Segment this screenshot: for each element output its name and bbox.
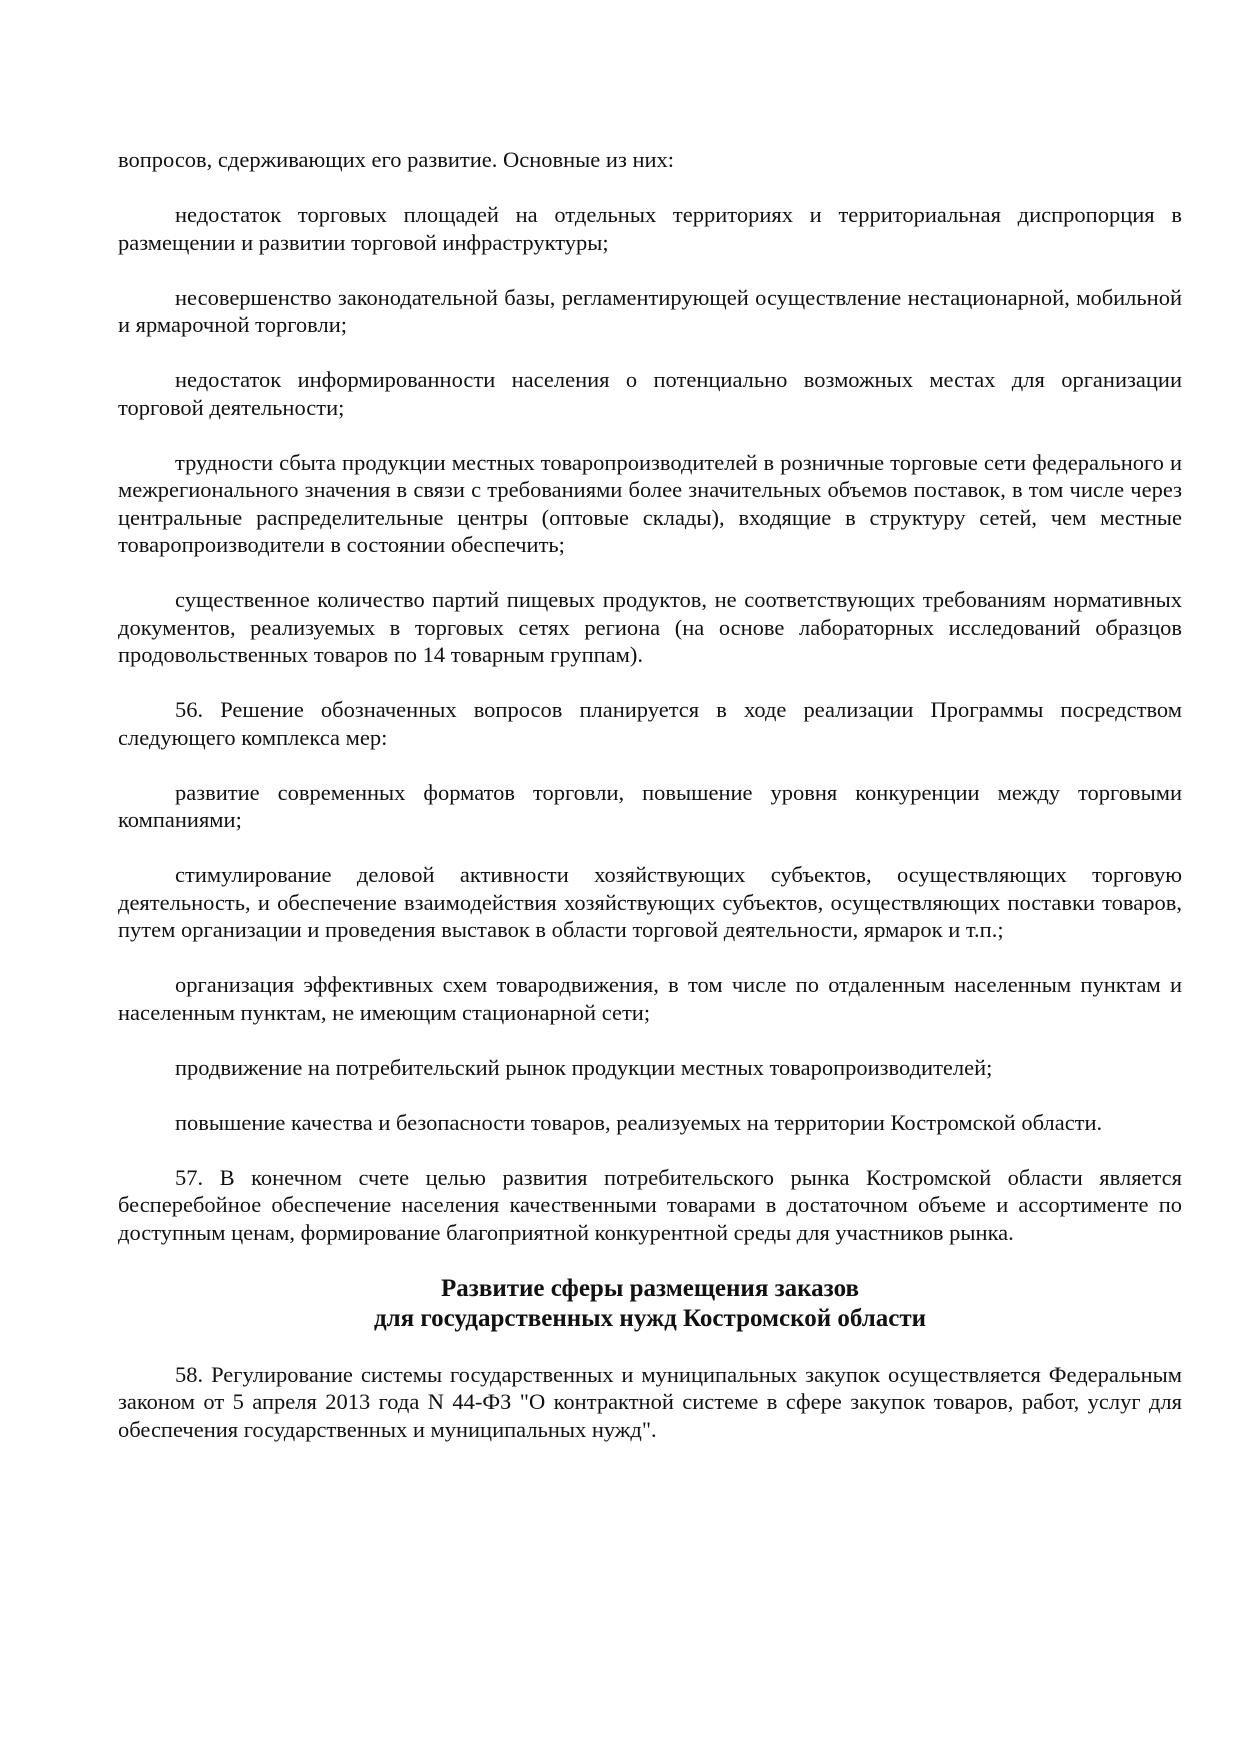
section-heading-line-1: Развитие сферы размещения заказов — [441, 1274, 859, 1302]
paragraph-issue-1: недостаток торговых площадей на отдельных территориях и территориальная диспропорция в размещении и развитии торговой инфраструктуры; — [118, 202, 1182, 255]
paragraph-issue-3: недостаток информированности населения о потенциально возможных местах для организации торговой деятельности; — [118, 367, 1182, 420]
paragraph-measure-4: продвижение на потребительский рынок продукции местных товаропроизводителей; — [175, 1054, 993, 1080]
paragraph-continuation: вопросов, сдерживающих его развитие. Основные из них: — [118, 147, 675, 172]
paragraph-58: 58. Регулирование системы государственных и муниципальных закупок осуществляется Федеральным законом от 5 апреля 2013 года N 44-ФЗ "О контрактной системе в сфере закупок товаров, работ, услуг для обеспечения государственных и муниципальных нужд". — [118, 1361, 1182, 1442]
document-page — [118, 146, 1182, 1471]
paragraph-issue-5: существенное количество партий пищевых продуктов, не соответствующих требованиям нормативных документов, реализуемых в торговых сетях региона (на основе лабораторных исследований образцов продовольственных товаров по 14 товарным группам). — [118, 587, 1182, 667]
paragraph-issue-2: несовершенство законодательной базы, регламентирующей осуществление нестационарной, мобильной и ярмарочной торговли; — [118, 284, 1182, 337]
paragraph-57: 57. В конечном счете целью развития потребительского рынка Костромской области является бесперебойное обеспечение населения качественными товарами в достаточном объеме и ассортименте по доступным ценам, формирование благоприятной конкурентной среды для участников рынка. — [118, 1164, 1182, 1245]
paragraph-measure-2: стимулирование деловой активности хозяйствующих субъектов, осуществляющих торговую деятельность, и обеспечение взаимодействия хозяйствующих субъектов, осуществляющих поставки товаров, путем организации и проведения выставок в области торговой деятельности, ярмарок и т.п.; — [118, 862, 1182, 942]
paragraph-56: 56. Решение обозначенных вопросов планируется в ходе реализации Программы посредством следующего комплекса мер: — [118, 697, 1182, 750]
paragraph-issue-4: трудности сбыта продукции местных товаропроизводителей в розничные торговые сети федерального и межрегионального значения в связи с требованиями более значительных объемов поставок, в том числе через центральные распределительные центры (оптовые склады), входящие в структуру сетей, чем местные товаропроизводители в состоянии обеспечить; — [118, 449, 1182, 557]
section-heading — [118, 1274, 1182, 1334]
section-heading-line-2: для государственных нужд Костромской области — [373, 1304, 927, 1332]
paragraph-measure-1: развитие современных форматов торговли, повышение уровня конкуренции между торговыми компаниями; — [118, 779, 1182, 832]
paragraph-measure-5: повышение качества и безопасности товаров, реализуемых на территории Костромской области. — [175, 1109, 1103, 1135]
paragraph-measure-3: организация эффективных схем товародвижения, в том числе по отдаленным населенным пунктам и населенным пунктам, не имеющим стационарной сети; — [118, 972, 1182, 1025]
